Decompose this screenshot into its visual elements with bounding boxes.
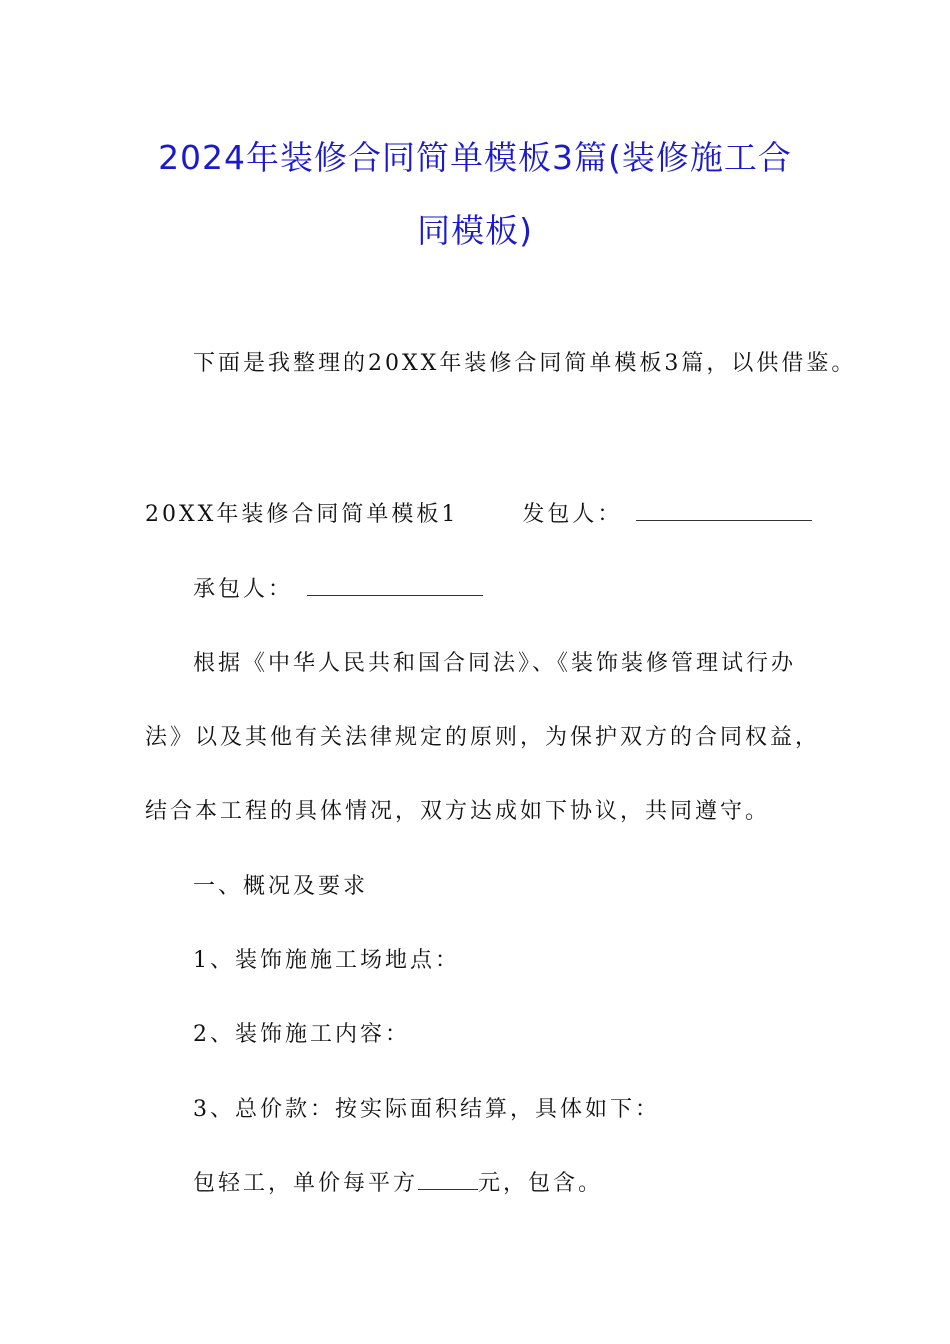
intro-paragraph: 下面是我整理的20XX年装修合同简单模板3篇，以供借鉴。 (193, 351, 857, 376)
document-title-line2: 同模板) (417, 211, 533, 250)
employer-label: 发包人： (522, 502, 623, 527)
section-overview-heading: 一、概况及要求 (193, 874, 369, 899)
list-item: 1、装饰施施工场地点： (193, 948, 460, 973)
contractor-blank-line (307, 573, 483, 596)
list-item: 2、装饰施工内容： (193, 1022, 410, 1047)
price-blank-line (418, 1167, 478, 1190)
contractor-row (193, 572, 483, 603)
price-prefix: 包轻工，单价每平方 (193, 1171, 419, 1196)
employer-blank-line (636, 498, 812, 521)
paragraph-line: 法》以及其他有关法律规定的原则，为保护双方的合同权益， (145, 725, 821, 750)
section-heading-row (145, 497, 812, 528)
price-suffix: 元，包含。 (478, 1171, 604, 1196)
section-heading: 20XX年装修合同简单模板1 (145, 502, 459, 527)
paragraph-line: 根据《中华人民共和国合同法》、《装饰装修管理试行办 (193, 651, 797, 676)
contractor-label: 承包人： (193, 577, 294, 602)
list-item: 3、总价款：按实际面积结算，具体如下： (193, 1097, 660, 1122)
document-title-line1: 2024年装修合同简单模板3篇(装修施工合 (158, 138, 792, 177)
price-row (193, 1166, 603, 1197)
paragraph-line: 结合本工程的具体情况，双方达成如下协议，共同遵守。 (145, 799, 771, 824)
